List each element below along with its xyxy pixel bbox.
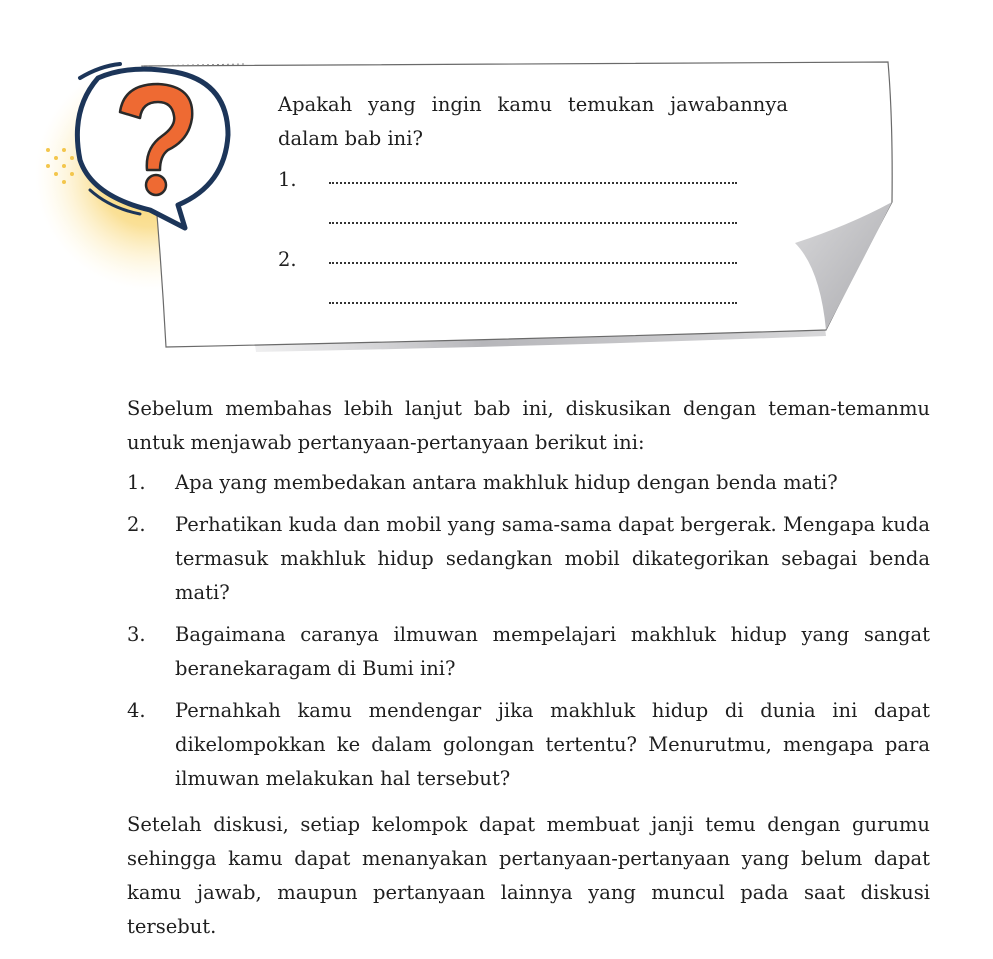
list-item-number: 2.	[127, 513, 146, 536]
list-item-number: 4.	[127, 699, 146, 722]
list-item-text: Bagaimana caranya ilmuwan mempelajari makhluk hidup yang sangat beranekaragam di Bumi ini?	[175, 623, 930, 680]
list-item-number: 3.	[127, 623, 146, 646]
dotted-answer-line	[329, 222, 737, 224]
answer-number: 2.	[278, 248, 297, 271]
list-item-text: Perhatikan kuda dan mobil yang sama-sama dapat bergerak. Mengapa kuda termasuk makhluk hidup sedangkan mobil dikategorikan sebagai benda mati?	[175, 513, 930, 604]
answer-number: 1.	[278, 168, 297, 191]
answer-line-2b[interactable]	[278, 288, 748, 314]
discussion-question-list	[127, 466, 930, 804]
list-item	[127, 618, 930, 686]
closing-paragraph: Setelah diskusi, setiap kelompok dapat membuat janji temu dengan gurumu sehingga kamu dapat menanyakan pertanyaan-pertanyaan yang belum dapat kamu jawab, maupun pertanyaan lainnya yang muncul pada saat diskusi tersebut.	[127, 813, 930, 938]
intro-paragraph: Sebelum membahas lebih lanjut bab ini, diskusikan dengan teman-temanmu untuk menjawab pertanyaan-pertanyaan berikut ini:	[127, 397, 930, 454]
answer-line-1[interactable]	[278, 168, 748, 194]
list-item-number: 1.	[127, 471, 146, 494]
dotted-answer-line	[329, 262, 737, 264]
answer-line-2[interactable]	[278, 248, 748, 274]
list-item	[127, 694, 930, 796]
list-item-text: Apa yang membedakan antara makhluk hidup dengan benda mati?	[175, 471, 838, 494]
answer-line-1b[interactable]	[278, 208, 748, 234]
list-item	[127, 466, 930, 500]
list-item-text: Pernahkah kamu mendengar jika makhluk hidup di dunia ini dapat dikelompokkan ke dalam golongan tertentu? Menurutmu, mengapa para ilmuwan melakukan hal tersebut?	[175, 699, 930, 790]
dotted-answer-line	[329, 302, 737, 304]
list-item	[127, 508, 930, 610]
card-question-text: Apakah yang ingin kamu temukan jawabannya dalam bab ini?	[278, 93, 788, 150]
dotted-answer-line	[329, 182, 737, 184]
